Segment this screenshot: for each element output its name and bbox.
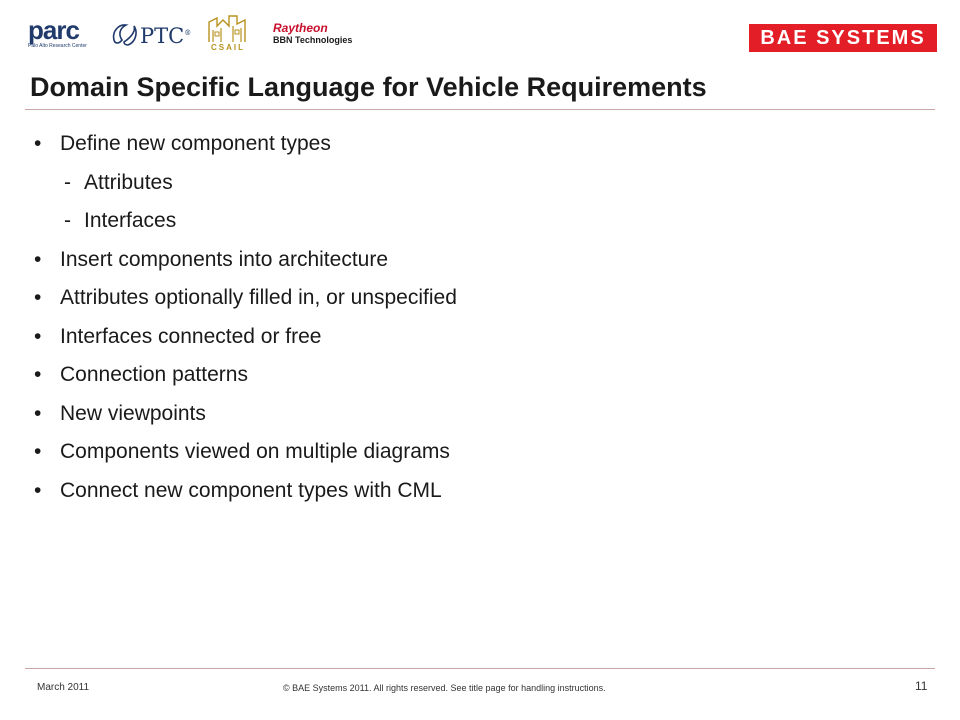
bullet-item bbox=[34, 322, 457, 361]
bullet-marker: • bbox=[34, 247, 42, 271]
bullet-item bbox=[34, 129, 457, 168]
csail-logo-word: CSAIL bbox=[211, 43, 245, 52]
dash-marker: - bbox=[64, 209, 71, 232]
bae-systems-logo: BAE SYSTEMS bbox=[749, 24, 937, 52]
bullet-text: Define new component types bbox=[60, 132, 331, 155]
bullet-item bbox=[34, 437, 457, 476]
bullet-marker: • bbox=[34, 363, 42, 386]
bullet-text: Connect new component types with CML bbox=[60, 478, 442, 502]
slide-title: Domain Specific Language for Vehicle Requirements bbox=[30, 72, 707, 102]
footer-date: March 2011 bbox=[37, 682, 90, 693]
bullet-text: Components viewed on multiple diagrams bbox=[60, 440, 450, 463]
sub-bullet-item bbox=[34, 206, 457, 245]
bullet-marker: • bbox=[34, 286, 42, 309]
bullet-marker: • bbox=[34, 132, 42, 155]
footer-divider bbox=[25, 668, 935, 669]
parc-logo bbox=[28, 15, 92, 50]
csail-logo bbox=[203, 14, 255, 54]
bullet-item bbox=[34, 476, 457, 515]
parc-logo-subtitle: Palo Alto Research Center bbox=[28, 43, 87, 49]
bullet-item bbox=[34, 360, 457, 399]
page-number: 11 bbox=[915, 679, 928, 693]
bullet-text: New viewpoints bbox=[60, 401, 206, 425]
footer-copyright: © BAE Systems 2011. All rights reserved. See title page for handling instructions. bbox=[283, 683, 606, 693]
bullet-text: Attributes optionally filled in, or unspecified bbox=[60, 286, 457, 309]
bullet-marker: • bbox=[34, 478, 42, 502]
dash-marker: - bbox=[64, 170, 71, 194]
ptc-logo bbox=[110, 20, 192, 48]
ptc-logo-word: PTC® bbox=[140, 24, 192, 48]
title-divider bbox=[25, 109, 935, 110]
bullet-item bbox=[34, 245, 457, 284]
bullet-text: Interfaces connected or free bbox=[60, 324, 322, 348]
bullet-item bbox=[34, 283, 457, 322]
bullet-text: Interfaces bbox=[84, 209, 177, 232]
bullet-text: Attributes bbox=[84, 170, 173, 194]
parc-logo-word: parc bbox=[28, 15, 79, 45]
bullet-marker: • bbox=[34, 401, 42, 425]
ptc-swirl-icon bbox=[110, 20, 140, 48]
bullet-list bbox=[34, 129, 457, 514]
bullet-text: Connection patterns bbox=[60, 363, 248, 386]
raytheon-bbn-logo bbox=[273, 22, 363, 52]
bbn-logo-subtitle: BBN Technologies bbox=[273, 35, 353, 45]
bullet-item bbox=[34, 399, 457, 438]
sub-bullet-item bbox=[34, 168, 457, 207]
csail-building-icon bbox=[203, 14, 255, 44]
bullet-marker: • bbox=[34, 324, 42, 348]
bullet-marker: • bbox=[34, 440, 42, 463]
bullet-text: Insert components into architecture bbox=[60, 247, 389, 271]
raytheon-logo-word: Raytheon bbox=[273, 21, 328, 35]
